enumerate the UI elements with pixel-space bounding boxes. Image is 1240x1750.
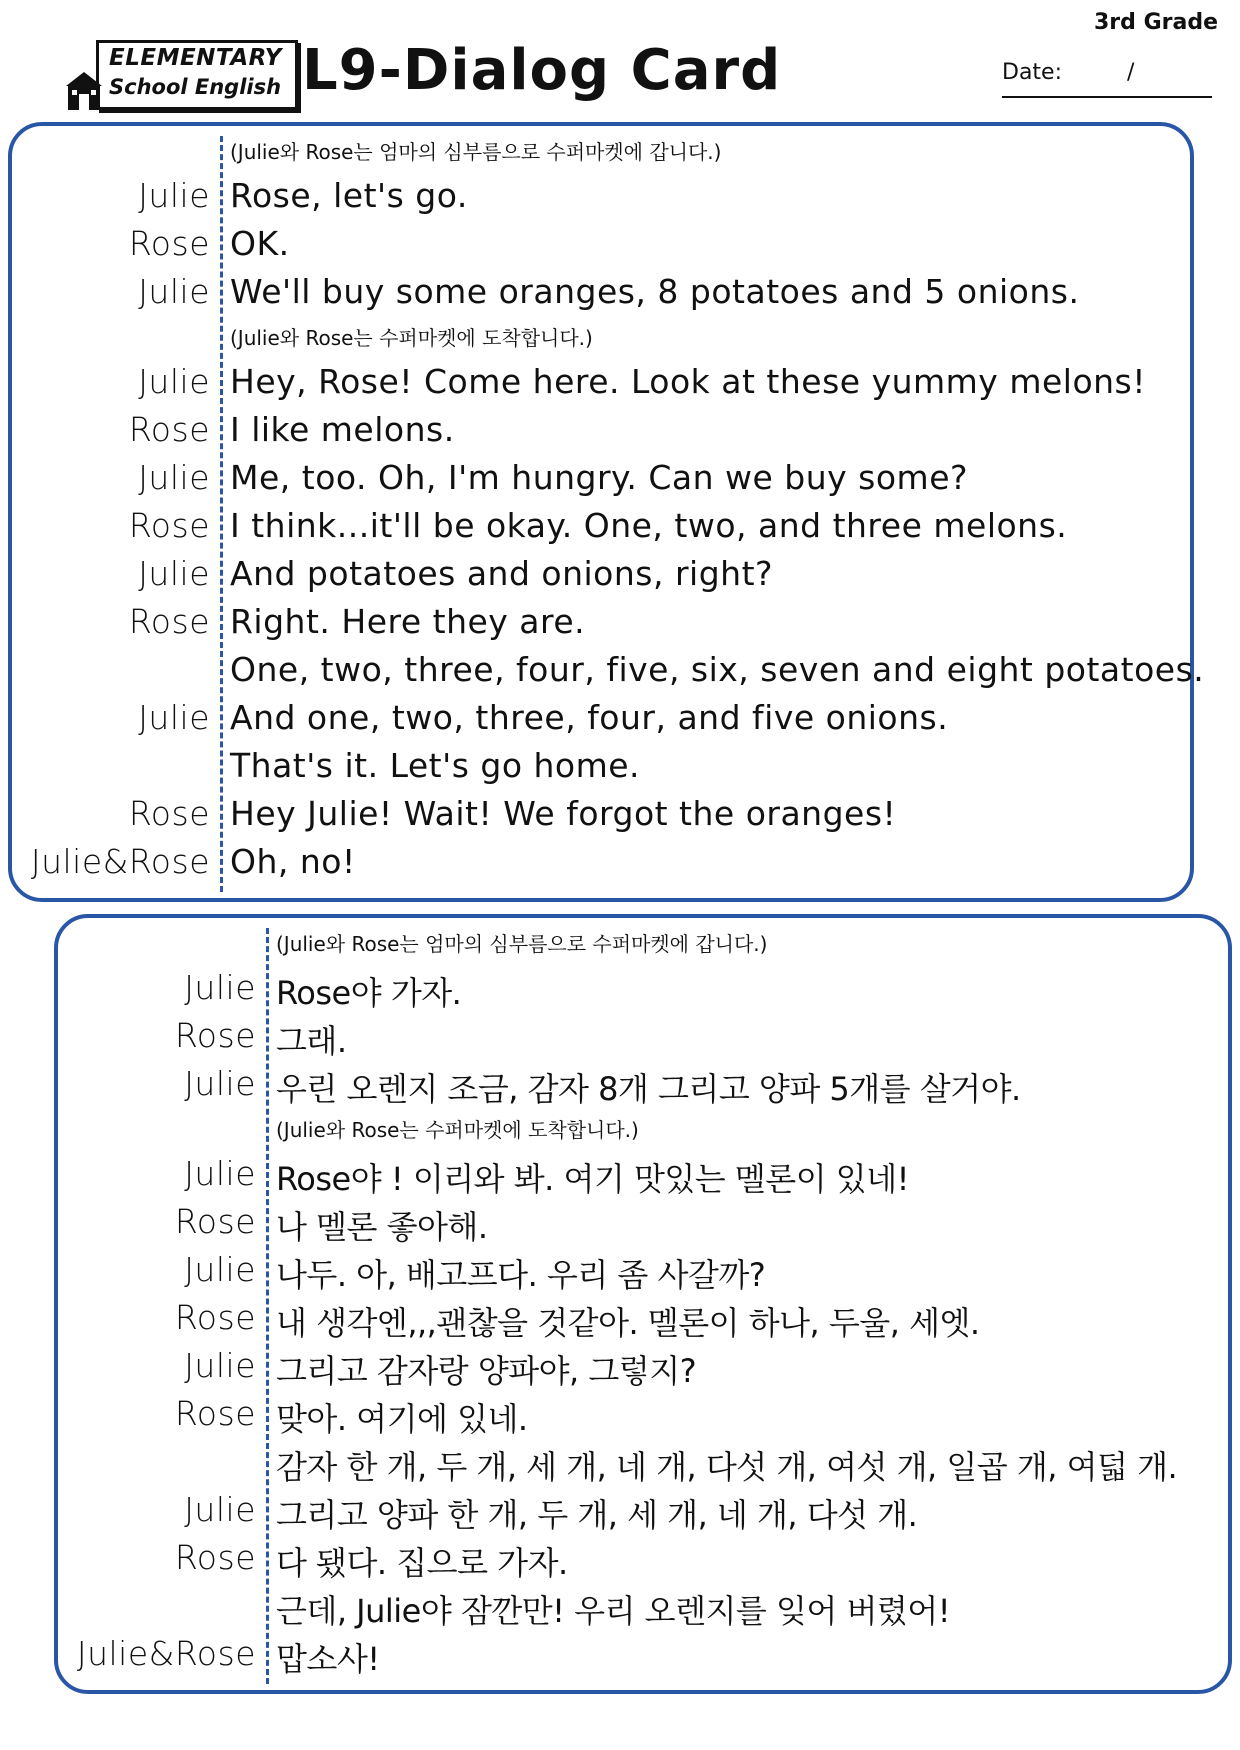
dialog-line: 내 생각엔,,,괜찮을 것같아. 멜론이 하나, 두울, 세엣. xyxy=(276,1304,980,1342)
dialog-row xyxy=(58,1198,1228,1246)
dialog-line: That's it. Let's go home. xyxy=(230,746,641,785)
speaker: Julie xyxy=(184,1154,256,1193)
dialog-row xyxy=(12,742,1190,790)
dialog-line: Me, too. Oh, I'm hungry. Can we buy some? xyxy=(230,458,969,497)
korean-dialog-card xyxy=(54,914,1232,1694)
speaker: Rose xyxy=(128,794,210,833)
dialog-row xyxy=(58,1342,1228,1390)
dialog-line: 나 멜론 좋아해. xyxy=(276,1208,488,1246)
dialog-row xyxy=(58,1390,1228,1438)
dialog-row xyxy=(12,790,1190,838)
speaker: Julie xyxy=(138,272,210,311)
dialog-row xyxy=(12,598,1190,646)
speaker: Rose xyxy=(174,1538,256,1577)
english-dialog xyxy=(12,130,1205,886)
stage-note: (Julie와 Rose는 엄마의 심부름으로 수퍼마켓에 갑니다.) xyxy=(276,932,768,956)
dialog-row xyxy=(58,1012,1228,1060)
dialog-row xyxy=(58,1630,1228,1678)
dialog-row xyxy=(12,172,1190,220)
korean-dialog xyxy=(58,922,1228,1678)
speaker: Julie&Rose xyxy=(30,842,210,881)
dialog-line: 우린 오렌지 조금, 감자 8개 그리고 양파 5개를 살거야. xyxy=(276,1070,1021,1108)
dialog-row xyxy=(58,1582,1228,1630)
dialog-row xyxy=(58,964,1228,1012)
speaker: Julie xyxy=(138,362,210,401)
dialog-line: OK. xyxy=(230,224,290,263)
speaker: Rose xyxy=(128,506,210,545)
dialog-row xyxy=(12,316,1190,358)
dialog-row xyxy=(58,1108,1228,1150)
speaker: Julie xyxy=(138,458,210,497)
dialog-row xyxy=(58,1534,1228,1582)
dialog-line: 다 됐다. 집으로 가자. xyxy=(276,1544,568,1582)
dialog-row xyxy=(58,1150,1228,1198)
date-field[interactable] xyxy=(1002,58,1212,98)
dialog-line: 감자 한 개, 두 개, 세 개, 네 개, 다섯 개, 여섯 개, 일곱 개, 여덟 개. xyxy=(276,1448,1178,1486)
page-title: L9-Dialog Card xyxy=(302,38,782,103)
dialog-line: Right. Here they are. xyxy=(230,602,586,641)
dialog-line: I like melons. xyxy=(230,410,455,449)
dialog-line: 그리고 감자랑 양파야, 그렇지? xyxy=(276,1352,697,1390)
speaker: Julie xyxy=(138,698,210,737)
english-dialog-card xyxy=(8,122,1205,902)
dialog-row xyxy=(12,130,1190,172)
logo-line1: ELEMENTARY xyxy=(109,45,282,71)
speaker: Rose xyxy=(128,224,210,263)
dialog-line: Rose, let's go. xyxy=(230,176,468,215)
dialog-row xyxy=(58,1246,1228,1294)
dialog-row xyxy=(12,502,1190,550)
dialog-line: 그래. xyxy=(276,1022,347,1060)
dialog-line: Rose야 ! 이리와 봐. 여기 맛있는 멜론이 있네! xyxy=(276,1160,909,1198)
speaker: Julie xyxy=(184,1250,256,1289)
stage-note: (Julie와 Rose는 수퍼마켓에 도착합니다.) xyxy=(230,326,593,350)
dialog-line: And one, two, three, four, and five onions. xyxy=(230,698,949,737)
dialog-line: Rose야 가자. xyxy=(276,974,462,1012)
speaker: Julie xyxy=(184,1346,256,1385)
dialog-row xyxy=(12,358,1190,406)
dialog-row xyxy=(58,1294,1228,1342)
dialog-line: 그리고 양파 한 개, 두 개, 세 개, 네 개, 다섯 개. xyxy=(276,1496,918,1534)
dialog-row xyxy=(58,922,1228,964)
speaker: Rose xyxy=(128,602,210,641)
dialog-row xyxy=(58,1060,1228,1108)
stage-note: (Julie와 Rose는 수퍼마켓에 도착합니다.) xyxy=(276,1118,639,1142)
dialog-line: 맙소사! xyxy=(276,1640,380,1678)
dialog-line: Hey Julie! Wait! We forgot the oranges! xyxy=(230,794,897,833)
speaker: Julie xyxy=(138,176,210,215)
speaker: Rose xyxy=(174,1016,256,1055)
dialog-row xyxy=(58,1438,1228,1486)
dialog-row xyxy=(12,220,1190,268)
dialog-row xyxy=(12,646,1205,694)
speaker: Rose xyxy=(174,1394,256,1433)
dialog-row xyxy=(12,694,1190,742)
speaker: Rose xyxy=(174,1202,256,1241)
dialog-line: 나두. 아, 배고프다. 우리 좀 사갈까? xyxy=(276,1256,766,1294)
dialog-line: 맞아. 여기에 있네. xyxy=(276,1400,528,1438)
date-label: Date: xyxy=(1002,60,1062,85)
dialog-line: I think...it'll be okay. One, two, and three melons. xyxy=(230,506,1068,545)
speaker: Julie xyxy=(138,554,210,593)
grade-label: 3rd Grade xyxy=(1094,10,1218,35)
dialog-row xyxy=(12,406,1190,454)
school-house-icon xyxy=(64,70,104,112)
dialog-line: Oh, no! xyxy=(230,842,356,881)
dialog-line: 근데, Julie야 잠깐만! 우리 오렌지를 잊어 버렸어! xyxy=(276,1592,951,1630)
logo-line2: School English xyxy=(109,75,282,99)
speaker: Julie xyxy=(184,1490,256,1529)
page-header xyxy=(0,0,1240,120)
speaker: Rose xyxy=(128,410,210,449)
dialog-row xyxy=(12,838,1190,886)
dialog-line: Hey, Rose! Come here. Look at these yummy melons! xyxy=(230,362,1146,401)
stage-note: (Julie와 Rose는 엄마의 심부름으로 수퍼마켓에 갑니다.) xyxy=(230,140,722,164)
logo xyxy=(96,40,298,110)
dialog-row xyxy=(12,454,1190,502)
speaker: Julie&Rose xyxy=(76,1634,256,1673)
dialog-line: One, two, three, four, five, six, seven and eight potatoes. xyxy=(230,650,1205,689)
dialog-row xyxy=(58,1486,1228,1534)
dialog-line: And potatoes and onions, right? xyxy=(230,554,774,593)
speaker: Julie xyxy=(184,1064,256,1103)
dialog-row xyxy=(12,268,1190,316)
speaker: Julie xyxy=(184,968,256,1007)
dialog-line: We'll buy some oranges, 8 potatoes and 5 onions. xyxy=(230,272,1080,311)
date-slash: / xyxy=(1127,60,1135,85)
speaker: Rose xyxy=(174,1298,256,1337)
dialog-row xyxy=(12,550,1190,598)
